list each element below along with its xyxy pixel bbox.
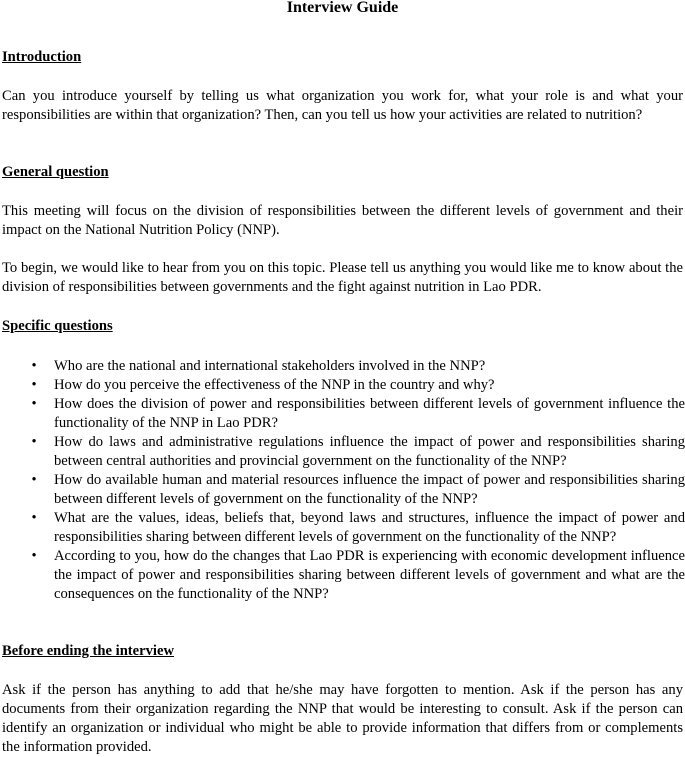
before-ending-heading: Before ending the interview	[2, 643, 174, 659]
question-item	[2, 395, 685, 433]
introduction-paragraph: Can you introduce yourself by telling us what organization you work for, what your role is and what your responsibilities are within that organization? Then, can you tell us how your activities are related to nutrition?	[2, 88, 683, 123]
question-text: How do laws and administrative regulations influence the impact of power and responsibilities sharing between central authorities and provincial government on the functionality of the NNP?	[54, 434, 685, 469]
bullet-icon: •	[31, 472, 37, 488]
bullet-icon: •	[31, 358, 37, 374]
before-ending-paragraph: Ask if the person has anything to add that he/she may have forgotten to mention. Ask if the person has any documents from their organization regarding the NNP that would be interesting to consult. Ask if the person can identify an organization or individual who might be able to provide information that differs from or complements the information provided.	[2, 682, 683, 755]
question-item	[2, 547, 685, 604]
question-item	[2, 433, 685, 471]
document-title: Interview Guide	[286, 0, 399, 16]
question-item	[2, 357, 685, 376]
general-question-paragraph-2: To begin, we would like to hear from you on this topic. Please tell us anything you would like me to know about the division of responsibilities between governments and the fight against nutrition in Lao PDR.	[2, 260, 683, 295]
bullet-icon: •	[31, 510, 37, 526]
introduction-heading: Introduction	[2, 49, 82, 65]
specific-questions-heading: Specific questions	[2, 318, 113, 334]
question-text: How do available human and material resources influence the impact of power and responsibilities sharing between different levels of government on the functionality of the NNP?	[54, 472, 685, 507]
bullet-icon: •	[31, 548, 37, 564]
general-question-heading: General question	[2, 164, 109, 180]
question-text: How do you perceive the effectiveness of the NNP in the country and why?	[54, 377, 495, 393]
specific-questions-list	[2, 357, 685, 604]
question-item	[2, 376, 685, 395]
question-text: Who are the national and international stakeholders involved in the NNP?	[54, 358, 486, 374]
question-text: How does the division of power and responsibilities between different levels of government influence the functionality of the NNP in Lao PDR?	[54, 396, 685, 431]
bullet-icon: •	[31, 377, 37, 393]
question-item	[2, 509, 685, 547]
question-item	[2, 471, 685, 509]
question-text: According to you, how do the changes that Lao PDR is experiencing with economic development influence the impact of power and responsibilities sharing between different levels of government and what are the consequences on the functionality of the NNP?	[54, 548, 685, 602]
bullet-icon: •	[31, 396, 37, 412]
general-question-paragraph-1: This meeting will focus on the division of responsibilities between the different levels of government and their impact on the National Nutrition Policy (NNP).	[2, 203, 683, 238]
question-text: What are the values, ideas, beliefs that, beyond laws and structures, influence the impact of power and responsibilities sharing between different levels of government on the functionality of the NNP?	[54, 510, 685, 545]
bullet-icon: •	[31, 434, 37, 450]
